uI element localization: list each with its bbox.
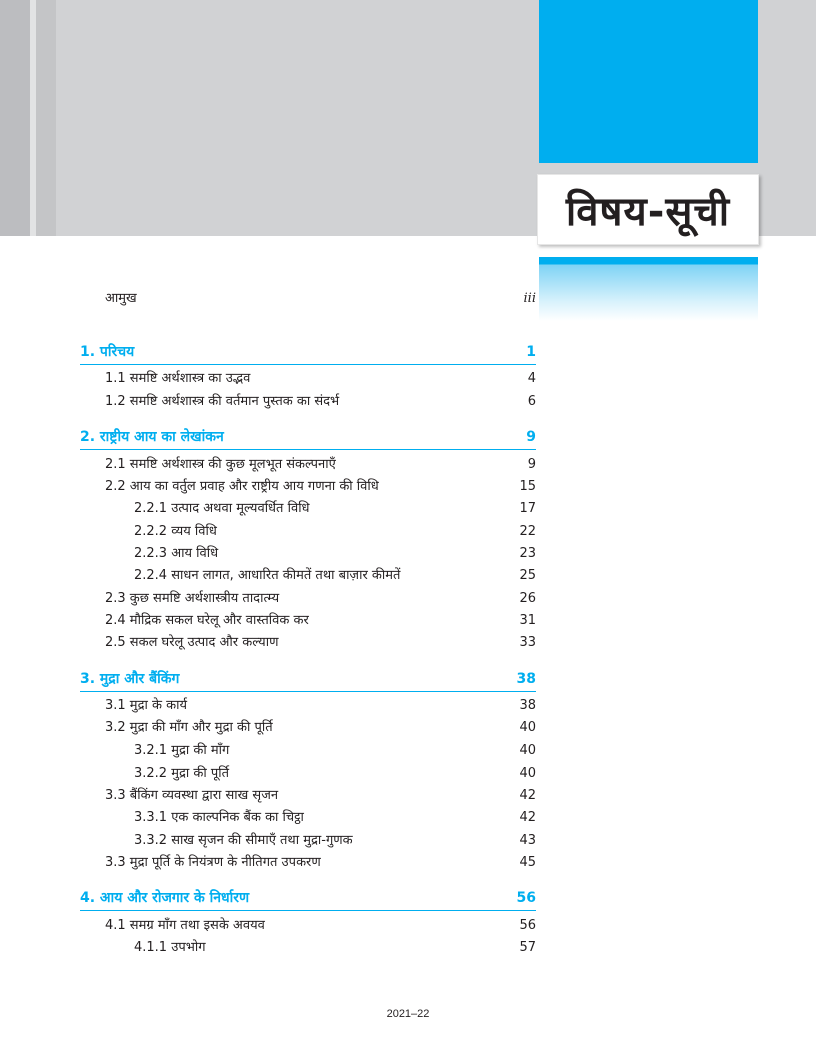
- toc-entry-page: 4: [527, 371, 536, 386]
- toc-entry[interactable]: [134, 565, 536, 587]
- toc-entry-page: 9: [527, 457, 536, 472]
- toc-entry-label: 4.1.1 उपभोग: [134, 940, 206, 955]
- toc-entry-page: 15: [519, 479, 536, 494]
- toc-entry-page: 6: [527, 394, 536, 409]
- toc-entry-label: 2.2 आय का वर्तुल प्रवाह और राष्ट्रीय आय गणना की विधि: [105, 479, 379, 494]
- toc-chapter-page: 38: [516, 671, 536, 687]
- chapter-divider: [80, 691, 536, 692]
- toc-entry-page: 31: [519, 613, 536, 628]
- toc-entry[interactable]: [105, 785, 536, 807]
- toc-chapter-label: 2. राष्ट्रीय आय का लेखांकन: [80, 429, 224, 445]
- toc-entry-page: 40: [519, 720, 536, 735]
- toc-entry[interactable]: [105, 454, 536, 476]
- toc-entry-label: आमुख: [105, 291, 137, 306]
- toc-entry[interactable]: [105, 368, 536, 390]
- toc-entry-page: 45: [519, 855, 536, 870]
- toc-entry[interactable]: [134, 937, 536, 959]
- toc-entry[interactable]: [134, 498, 536, 520]
- toc-entry[interactable]: [134, 763, 536, 785]
- toc-chapter-2[interactable]: [80, 426, 536, 448]
- toc-entry-page: iii: [523, 291, 536, 306]
- toc-entry-label: 2.4 मौद्रिक सकल घरेलू और वास्तविक कर: [105, 613, 309, 628]
- toc-entry[interactable]: [105, 476, 536, 498]
- toc-chapter-page: 56: [516, 890, 536, 906]
- toc-entry-label: 3.3 बैंकिंग व्यवस्था द्वारा साख सृजन: [105, 788, 279, 803]
- toc-entry[interactable]: [134, 807, 536, 829]
- toc-chapter-4[interactable]: [80, 887, 536, 909]
- toc-entry[interactable]: [105, 717, 536, 739]
- page-title: विषय-सूची: [565, 189, 731, 235]
- toc-entry[interactable]: [134, 543, 536, 565]
- footer-year: 2021–22: [386, 1008, 430, 1020]
- toc-chapter-label: 3. मुद्रा और बैंकिंग: [80, 671, 180, 687]
- toc-entry-foreword[interactable]: [105, 288, 536, 310]
- header-stripe: [0, 0, 30, 236]
- toc-entry-label: 2.2.3 आय विधि: [134, 546, 219, 561]
- toc-chapter-label: 4. आय और रोजगार के निर्धारण: [80, 890, 250, 906]
- toc-entry[interactable]: [105, 610, 536, 632]
- toc-chapter-label: 1. परिचय: [80, 344, 135, 360]
- toc-entry-label: 3.2.1 मुद्रा की माँग: [134, 743, 230, 758]
- toc-entry-page: 40: [519, 743, 536, 758]
- toc-entry-label: 2.5 सकल घरेलू उत्पाद और कल्याण: [105, 635, 279, 650]
- toc-chapter-3[interactable]: [80, 668, 536, 690]
- toc-entry-label: 3.3 मुद्रा पूर्ति के नियंत्रण के नीतिगत उपकरण: [105, 855, 321, 870]
- toc-entry-label: 3.3.1 एक काल्पनिक बैंक का चिट्ठा: [134, 810, 304, 825]
- toc-entry-label: 3.2.2 मुद्रा की पूर्ति: [134, 766, 230, 781]
- toc-entry-page: 26: [519, 591, 536, 606]
- toc-entry-page: 40: [519, 766, 536, 781]
- toc-chapter-page: 1: [526, 344, 536, 360]
- toc-entry-label: 2.1 समष्टि अर्थशास्त्र की कुछ मूलभूत संकल्पनाएँ: [105, 457, 336, 472]
- toc-entry-page: 25: [519, 568, 536, 583]
- toc-entry-page: 43: [519, 833, 536, 848]
- toc-entry-page: 17: [519, 501, 536, 516]
- toc-entry-page: 42: [519, 788, 536, 803]
- toc-chapter-1[interactable]: [80, 341, 536, 363]
- header-accent-block: [539, 0, 758, 163]
- toc-entry-page: 23: [519, 546, 536, 561]
- toc-entry-label: 1.1 समष्टि अर्थशास्त्र का उद्भव: [105, 371, 251, 386]
- toc-entry-label: 1.2 समष्टि अर्थशास्त्र की वर्तमान पुस्तक का संदर्भ: [105, 394, 340, 409]
- toc-entry[interactable]: [105, 915, 536, 937]
- chapter-divider: [80, 364, 536, 365]
- toc-entry[interactable]: [134, 521, 536, 543]
- header-stripe: [36, 0, 56, 236]
- toc-chapter-page: 9: [526, 429, 536, 445]
- toc-entry-label: 2.3 कुछ समष्टि अर्थशास्त्रीय तादात्म्य: [105, 591, 280, 606]
- toc-entry[interactable]: [134, 830, 536, 852]
- toc-entry[interactable]: [105, 588, 536, 610]
- toc-entry-label: 3.2 मुद्रा की माँग और मुद्रा की पूर्ति: [105, 720, 273, 735]
- chapter-divider: [80, 449, 536, 450]
- toc-entry[interactable]: [105, 632, 536, 654]
- title-box: [537, 174, 759, 245]
- toc-entry-label: 3.1 मुद्रा के कार्य: [105, 698, 187, 713]
- toc-entry-page: 38: [519, 698, 536, 713]
- chapter-divider: [80, 910, 536, 911]
- toc-entry[interactable]: [105, 391, 536, 413]
- toc-entry[interactable]: [134, 740, 536, 762]
- toc-entry[interactable]: [105, 695, 536, 717]
- toc-entry-page: 57: [519, 940, 536, 955]
- toc-entry-label: 2.2.1 उत्पाद अथवा मूल्यवर्धित विधि: [134, 501, 310, 516]
- toc-entry-label: 3.3.2 साख सृजन की सीमाएँ तथा मुद्रा-गुणक: [134, 833, 353, 848]
- toc-entry-page: 22: [519, 524, 536, 539]
- toc-entry-label: 4.1 समग्र माँग तथा इसके अवयव: [105, 918, 265, 933]
- toc-entry[interactable]: [105, 852, 536, 874]
- toc-entry-page: 56: [519, 918, 536, 933]
- toc-entry-page: 33: [519, 635, 536, 650]
- toc-entry-label: 2.2.2 व्यय विधि: [134, 524, 217, 539]
- header-gradient-block: [539, 257, 758, 321]
- toc-entry-label: 2.2.4 साधन लागत, आधारित कीमतें तथा बाज़ार कीमतें: [134, 568, 401, 583]
- toc-entry-page: 42: [519, 810, 536, 825]
